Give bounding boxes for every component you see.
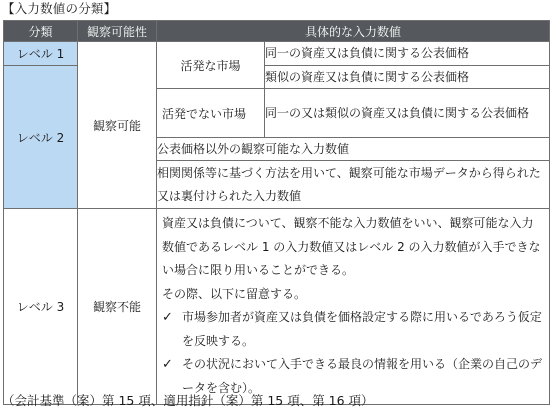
level-2-cell: レベル 2 xyxy=(4,66,78,209)
input-classification-table xyxy=(3,20,550,405)
input-row-5: 相関関係等に基づく方法を用いて、観察可能な市場データから得られた又は裏付けられた入力数値 xyxy=(157,161,550,209)
level-3-paragraph: 資産又は負債について、観察不能な入力数値をいい、観察可能な入力数値であるレベル 1 の入力数値又はレベル 2 の入力数値が入手できない場合に限り用いることができる。 xyxy=(162,216,541,277)
unobservable-cell: 観察不能 xyxy=(78,209,157,405)
inactive-market-cell: 活発でない市場 xyxy=(157,89,265,138)
level-3-note: その際、以下に留意する。 xyxy=(162,286,307,301)
list-item-text: 市場参加者が資産又は負債を価格設定する際に用いるであろう仮定を反映する。 xyxy=(182,310,542,348)
header-inputs: 具体的な入力数値 xyxy=(157,21,550,42)
input-row-3: 同一の又は類似の資産又は負債に関する公表価格 xyxy=(265,89,550,138)
level-3-cell: レベル 3 xyxy=(4,209,78,405)
input-row-4: 公表価格以外の観察可能な入力数値 xyxy=(157,138,550,161)
section-title: 【入力数値の分類】 xyxy=(2,1,117,16)
level-3-description xyxy=(157,209,550,405)
list-item xyxy=(157,306,549,353)
list-item-text: その状況において入手できる最良の情報を用いる（企業の自己のデータを含む）。 xyxy=(182,357,543,395)
observable-cell: 観察可能 xyxy=(78,42,157,209)
header-observability: 観察可能性 xyxy=(78,21,157,42)
header-category: 分類 xyxy=(4,21,78,42)
active-market-cell: 活発な市場 xyxy=(157,42,265,89)
input-row-2: 類似の資産又は負債に関する公表価格 xyxy=(265,66,550,89)
table-row xyxy=(4,209,550,405)
check-icon: ✓ xyxy=(162,310,173,325)
check-icon: ✓ xyxy=(162,357,173,372)
input-row-1: 同一の資産又は負債に関する公表価格 xyxy=(265,42,550,66)
source-reference: （会計基準（案）第 15 項、適用指針（案）第 15 項、第 16 項） xyxy=(2,393,374,408)
table-row xyxy=(4,42,550,66)
level-1-cell: レベル 1 xyxy=(4,42,78,66)
table-header-row xyxy=(4,21,550,42)
